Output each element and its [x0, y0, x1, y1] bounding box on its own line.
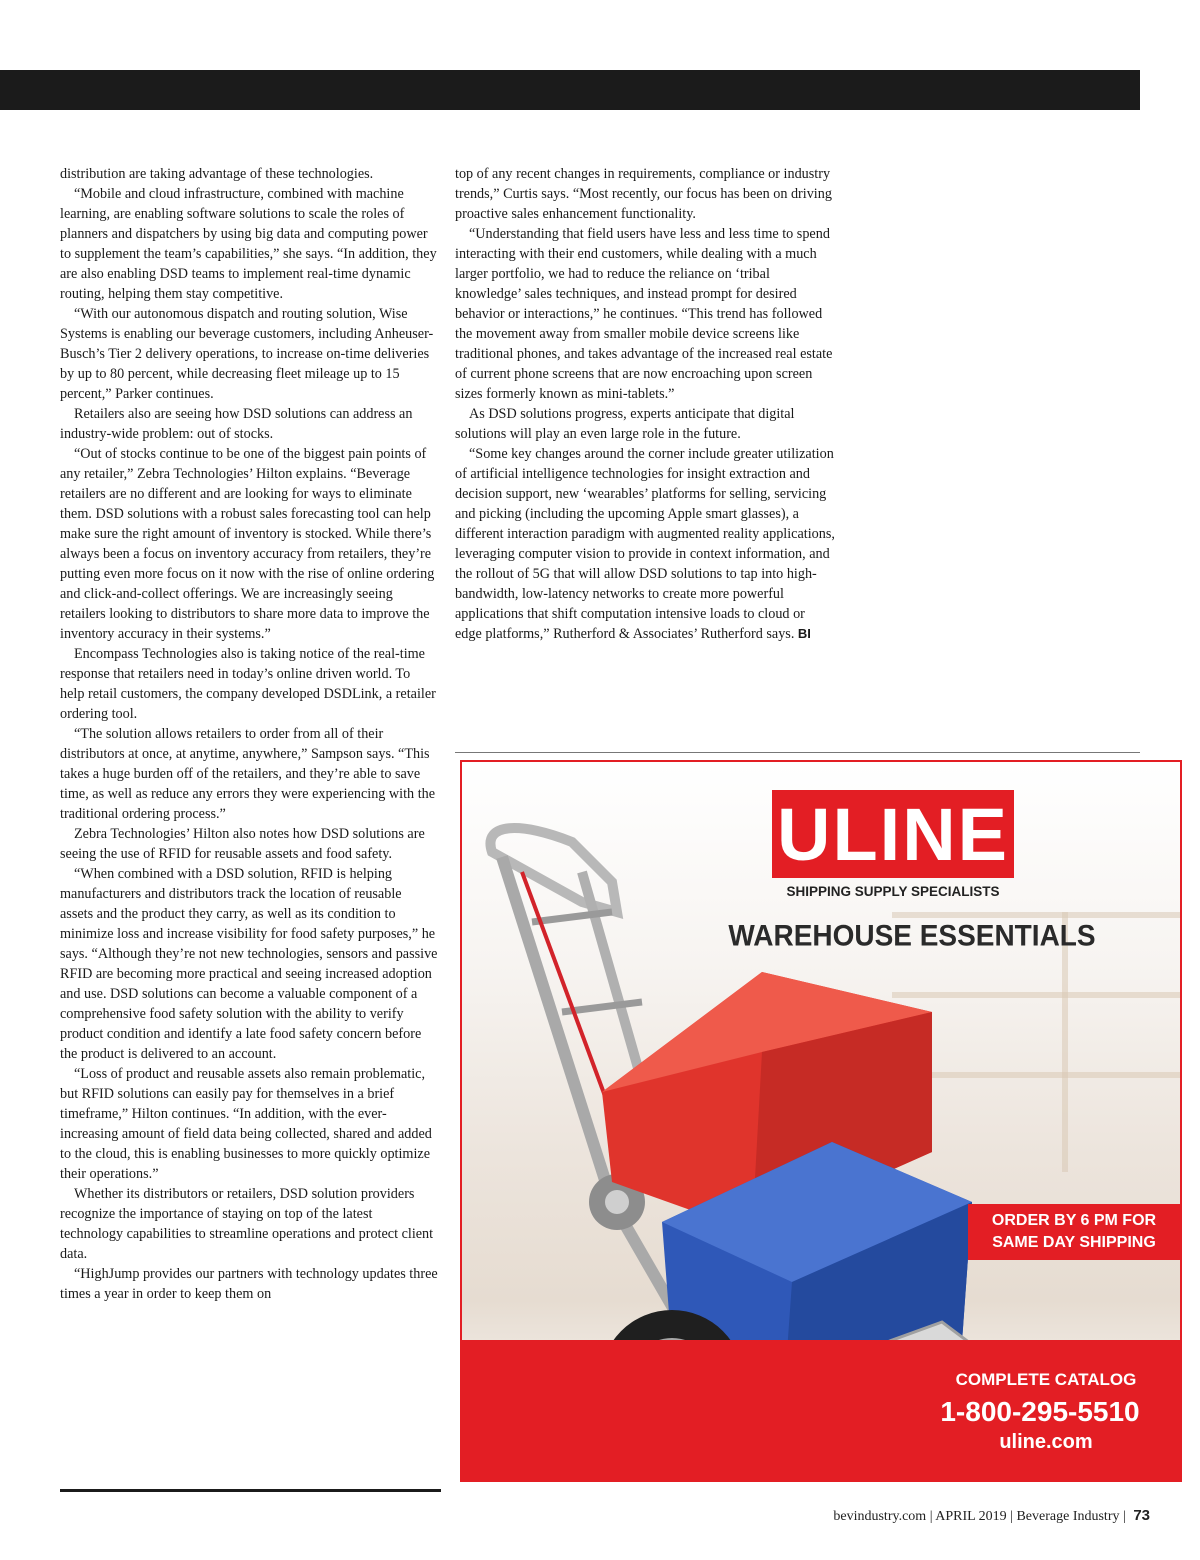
- paragraph: [60, 444, 438, 644]
- paragraph-text: “With our autonomous dispatch and routing solution, Wise Systems is enabling our beverage customers, including Anheuser-Busch’s Tier 2 delivery operations, to increase on-time deliveries by up to 80 percent, while decreasing fleet mileage up to 15 percent,” Parker continues.: [60, 306, 434, 402]
- article-column-right: [455, 164, 835, 644]
- paragraph: [60, 304, 438, 404]
- paragraph-text: Retailers also are seeing how DSD solutions can address an industry-wide problem: out of stocks.: [60, 406, 413, 442]
- paragraph-text: Whether its distributors or retailers, DSD solution providers recognize the importance of staying on top of the latest technology capabilities to streamline operations and protect client data.: [60, 1186, 434, 1262]
- ad-tagline: SHIPPING SUPPLY SPECIALISTS: [786, 884, 1000, 899]
- header-bar: [0, 70, 1140, 110]
- end-mark: BI: [797, 626, 811, 641]
- paragraph: [60, 164, 438, 184]
- paragraph: [60, 864, 438, 1064]
- paragraph-text: “Understanding that field users have less and less time to spend interacting with their end customers, while dealing with a much larger portfolio, we had to reduce the reliance on ‘tribal knowledge’ sales techniques, and instead prompt for desired behavior or interactions,” he continues. “This trend has followed the movement away from smaller mobile device screens like traditional phones, and takes advantage of the increased real estate of current phone screens that are now encroaching upon screen sizes formerly known as mini-tablets.”: [455, 226, 833, 402]
- paragraph: [60, 184, 438, 304]
- paragraph: [60, 1184, 438, 1264]
- article-column-left: [60, 164, 438, 1304]
- same-day-shipping-banner: [968, 1204, 1180, 1260]
- ad-catalog-label: COMPLETE CATALOG: [955, 1370, 1137, 1389]
- folio-date: APRIL 2019: [935, 1509, 1007, 1524]
- paragraph-text: “HighJump provides our partners with technology updates three times a year in order to keep them on: [60, 1266, 438, 1302]
- paragraph-text: “The solution allows retailers to order from all of their distributors at once, at anytime, anywhere,” Sampson says. “This takes a huge burden off of the retailers, and they’re able to save time, as well as reduce any errors they were experiencing with the traditional ordering process.”: [60, 726, 436, 822]
- paragraph-text: As DSD solutions progress, experts anticipate that digital solutions will play an even large role in the future.: [455, 406, 795, 442]
- page-number: 73: [1133, 1507, 1150, 1524]
- paragraph: [60, 724, 438, 824]
- ad-phone-number[interactable]: 1-800-295-5510: [940, 1396, 1140, 1427]
- folio-site[interactable]: bevindustry.com: [833, 1509, 927, 1524]
- paragraph-text: Zebra Technologies’ Hilton also notes how DSD solutions are seeing the use of RFID for reusable assets and food safety.: [60, 826, 425, 862]
- paragraph-text: “When combined with a DSD solution, RFID is helping manufacturers and distributors track the location of reusable assets and the product they carry, as well as its condition to minimize loss and increase visibility for food safety purposes,” he says. “Although they’re not new technologies, sensors and passive RFID are becoming more practical and seeing increased adoption and use. DSD solutions can become a valuable component of a comprehensive food safety solution with the ability to verify product condition and identify a late food safety concern before the product is delivered to an account.: [60, 866, 438, 1062]
- paragraph: [60, 404, 438, 444]
- paragraph: [60, 824, 438, 864]
- paragraph-text: “Out of stocks continue to be one of the biggest pain points of any retailer,” Zebra Technologies’ Hilton explains. “Beverage retailers are no different and are looking for ways to eliminate them. DSD solutions with a robust sales forecasting tool can help make sure the right amount of inventory is stocked. While there’s always been a focus on inventory accuracy from retailers, they’re putting even more focus on it now with the rise of online ordering and click-and-collect offerings. We are increasingly seeing retailers looking to distributors to share more data to improve the inventory accuracy in their systems.”: [60, 446, 435, 642]
- uline-logo: ULINE: [772, 790, 1014, 878]
- ad-headline: WAREHOUSE ESSENTIALS: [728, 919, 1096, 952]
- paragraph: [455, 164, 835, 224]
- paragraph: [60, 1064, 438, 1184]
- paragraph-text: “Some key changes around the corner include greater utilization of artificial intelligence technologies for insight extraction and decision support, new ‘wearables’ platforms for selling, servicing and picking (including the upcoming Apple smart glasses), a different interaction paradigm with augmented reality applications, leveraging computer vision to provide in context information, and the rollout of 5G that will allow DSD solutions to tap into high-bandwidth, low-latency networks to create more powerful applications that shift computation intensive loads to cloud or edge platforms,” Rutherford & Associates’ Rutherford says.: [455, 446, 835, 642]
- paragraph: [455, 404, 835, 444]
- folio-publication: Beverage Industry: [1016, 1509, 1120, 1524]
- order-line-2: SAME DAY SHIPPING: [992, 1234, 1156, 1251]
- ad-top-rule: [455, 752, 1140, 753]
- paragraph: [60, 1264, 438, 1304]
- paragraph: [455, 444, 835, 644]
- paragraph-text: Encompass Technologies also is taking notice of the real-time response that retailers need in today’s online driven world. To help retail customers, the company developed DSDLink, a retailer ordering tool.: [60, 646, 436, 722]
- column-end-rule: [60, 1489, 441, 1492]
- paragraph-text: distribution are taking advantage of these technologies.: [60, 166, 374, 182]
- page-folio: bevindustry.com | APRIL 2019 | Beverage Industry | 73: [833, 1507, 1150, 1524]
- paragraph-text: top of any recent changes in requirements, compliance or industry trends,” Curtis says. “Most recently, our focus has been on driving proactive sales enhancement functionality.: [455, 166, 832, 222]
- paragraph: [60, 644, 438, 724]
- order-line-1: ORDER BY 6 PM FOR: [991, 1212, 1157, 1229]
- paragraph: [455, 224, 835, 404]
- ad-website-link[interactable]: uline.com: [999, 1431, 1093, 1453]
- paragraph-text: “Mobile and cloud infrastructure, combined with machine learning, are enabling software solutions to scale the roles of planners and dispatchers by using big data and computing power to supplement the team’s capabilities,” she says. “In addition, they are also enabling DSD teams to implement real-time dynamic routing, helping them stay competitive.: [60, 186, 437, 302]
- paragraph-text: “Loss of product and reusable assets also remain problematic, but RFID solutions can easily pay for themselves in a brief timeframe,” Hilton continues. “In addition, with the ever-increasing amount of field data being collected, shared and added to the cloud, this is enabling businesses to more quickly optimize their operations.”: [60, 1066, 432, 1182]
- uline-advertisement[interactable]: [460, 760, 1182, 1482]
